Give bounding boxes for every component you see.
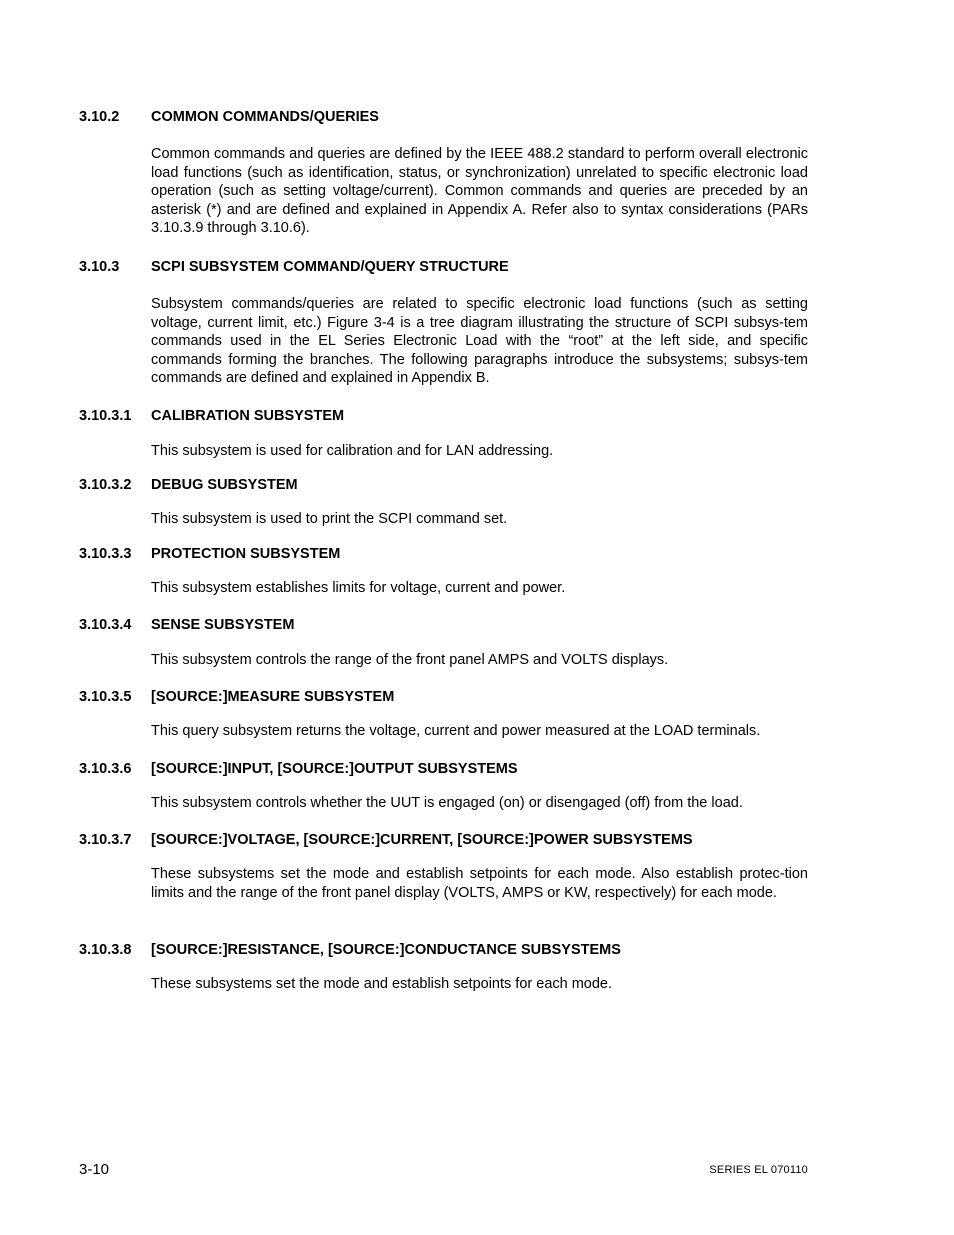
section-number: 3.10.3.8 [79, 942, 132, 958]
section-body: These subsystems set the mode and establish setpoints for each mode. [151, 976, 613, 992]
section-3-10-3-5 [79, 688, 809, 741]
section-body: This subsystem controls whether the UUT is engaged (on) or disengaged (off) from the load. [151, 795, 743, 811]
section-heading [79, 258, 809, 276]
section-title: DEBUG SUBSYSTEM [151, 477, 298, 493]
section-3-10-3-4 [79, 616, 809, 670]
section-body: This query subsystem returns the voltage, current and power measured at the LOAD terminals. [151, 723, 761, 739]
section-body: Subsystem commands/queries are related to specific electronic load functions (such as setting voltage, current limit, etc.) Figure 3-4 is a tree diagram illustrating the structure of SCPI subsys-tem commands used in the EL Series Electronic Load with the “root” at the left side, and specific commands forming the branches. The following paragraphs introduce the subsystems; subsys-tem commands are defined and explained in Appendix B. [151, 296, 808, 387]
section-3-10-3-7 [79, 831, 809, 902]
section-title: SCPI SUBSYSTEM COMMAND/QUERY STRUCTURE [151, 259, 509, 275]
section-number: 3.10.3.2 [79, 477, 132, 493]
section-heading [79, 688, 809, 706]
section-body: These subsystems set the mode and establish setpoints for each mode. Also establish protec-tion limits and the range of the front panel display (VOLTS, AMPS or KW, respectively) for each mode. [151, 866, 808, 901]
section-number: 3.10.3.1 [79, 408, 132, 424]
section-heading [79, 831, 809, 849]
section-title: CALIBRATION SUBSYSTEM [151, 408, 345, 424]
section-heading [79, 616, 809, 634]
section-number: 3.10.3.4 [79, 617, 132, 633]
section-heading [79, 545, 809, 563]
section-title: [SOURCE:]RESISTANCE, [SOURCE:]CONDUCTANCE SUBSYSTEMS [151, 942, 621, 958]
section-heading [79, 108, 809, 126]
section-heading [79, 407, 809, 425]
section-body: This subsystem is used for calibration and for LAN addressing. [151, 443, 554, 459]
section-title: [SOURCE:]MEASURE SUBSYSTEM [151, 689, 395, 705]
section-heading [79, 941, 809, 959]
section-number: 3.10.3 [79, 259, 120, 275]
section-number: 3.10.3.5 [79, 689, 132, 705]
section-heading [79, 476, 809, 494]
section-body: This subsystem establishes limits for voltage, current and power. [151, 580, 566, 596]
section-body: Common commands and queries are defined by the IEEE 488.2 standard to perform overall electronic load functions (such as identification, status, or synchronization) unrelated to specific electronic load operation (such as setting voltage/current). Common commands and queries are preceded by an asterisk (*) and are defined and explained in Appendix A. Refer also to syntax considerations (PARs 3.10.3.9 through 3.10.6). [151, 146, 808, 237]
section-heading [79, 760, 809, 778]
section-3-10-3 [79, 258, 809, 388]
section-3-10-3-2 [79, 476, 809, 529]
section-title: SENSE SUBSYSTEM [151, 617, 295, 633]
document-id: SERIES EL 070110 [709, 1164, 808, 1176]
section-body: This subsystem controls the range of the front panel AMPS and VOLTS displays. [151, 652, 669, 668]
section-3-10-3-1 [79, 407, 809, 461]
section-title: PROTECTION SUBSYSTEM [151, 546, 341, 562]
section-3-10-2 [79, 108, 809, 238]
section-title: [SOURCE:]INPUT, [SOURCE:]OUTPUT SUBSYSTEMS [151, 761, 518, 777]
section-3-10-3-8 [79, 941, 809, 994]
section-body: This subsystem is used to print the SCPI command set. [151, 511, 508, 527]
section-number: 3.10.3.6 [79, 761, 132, 777]
section-number: 3.10.2 [79, 109, 120, 125]
section-number: 3.10.3.3 [79, 546, 132, 562]
section-title: [SOURCE:]VOLTAGE, [SOURCE:]CURRENT, [SOURCE:]POWER SUBSYSTEMS [151, 832, 693, 848]
page-number: 3-10 [79, 1161, 110, 1178]
section-number: 3.10.3.7 [79, 832, 132, 848]
section-3-10-3-3 [79, 545, 809, 598]
section-3-10-3-6 [79, 760, 809, 813]
section-title: COMMON COMMANDS/QUERIES [151, 109, 379, 125]
